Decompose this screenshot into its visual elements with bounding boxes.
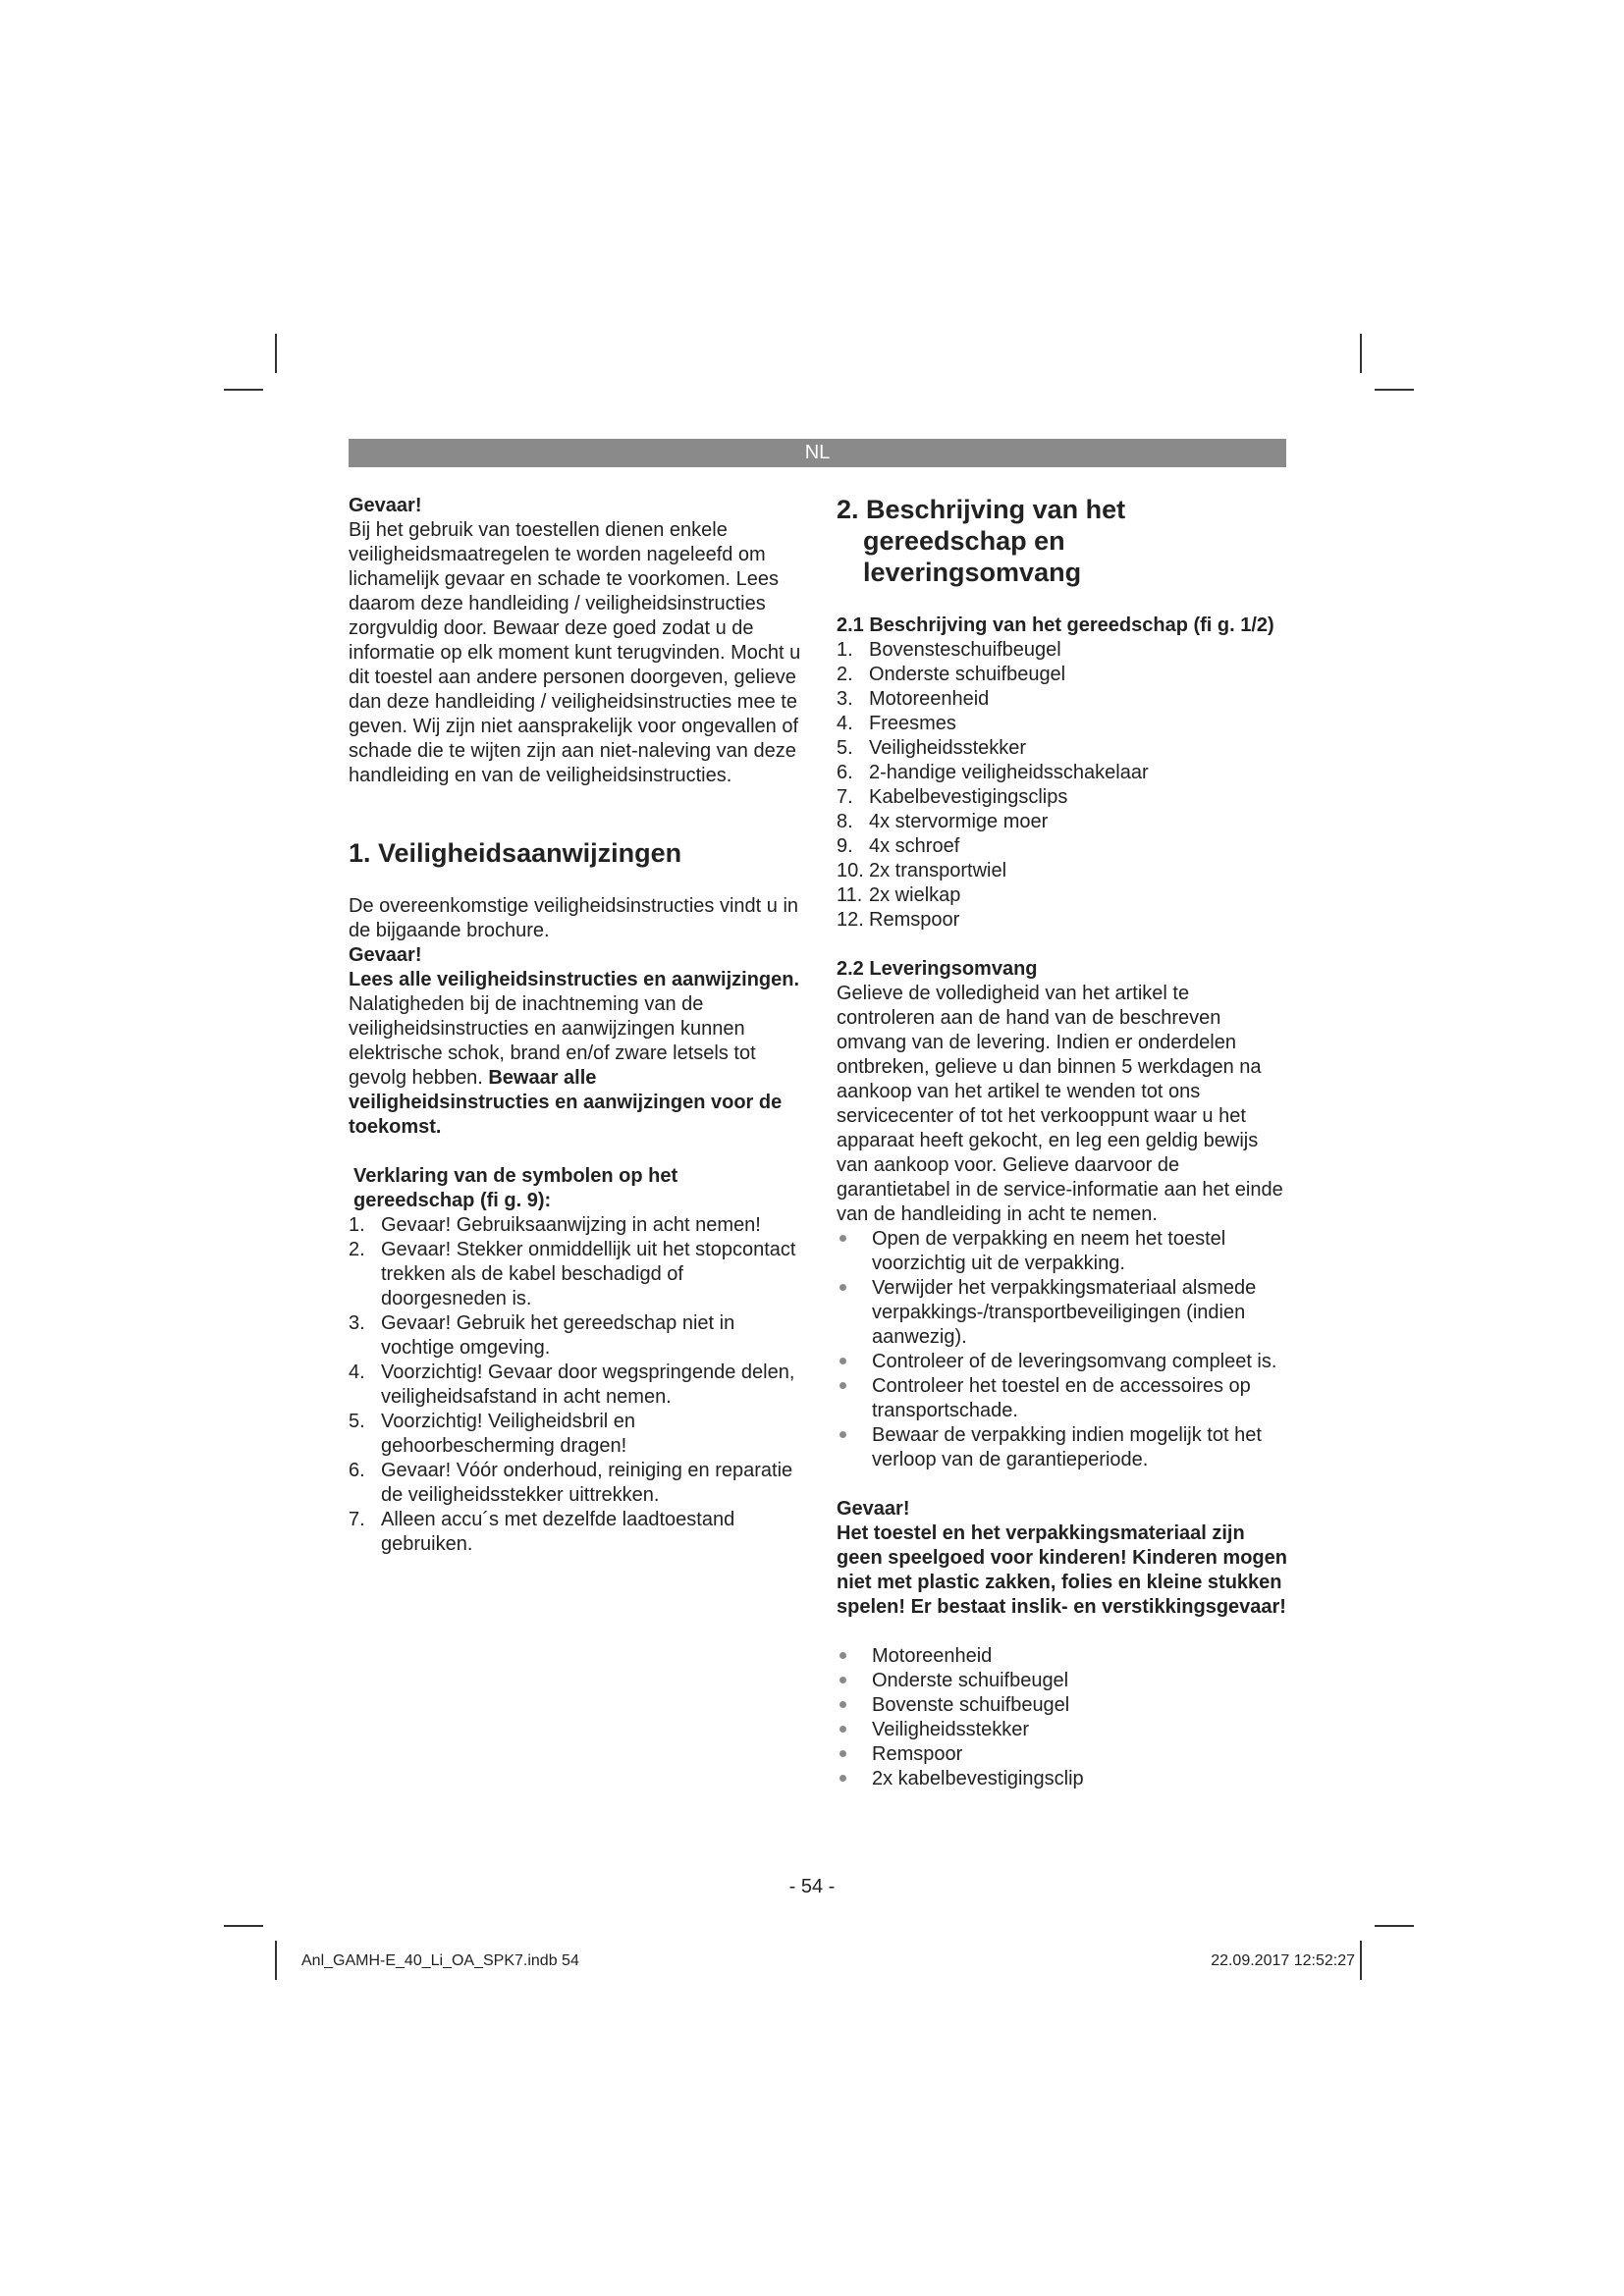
print-datetime: 22.09.2017 12:52:27	[1211, 1952, 1355, 1969]
crop-mark	[1375, 389, 1414, 391]
warning-text: Nalatigheden bij de inachtneming van de veiligheidsinstructies en aanwijzingen kunnen elektrische schok, brand en/of zware letsels tot gevolg hebben.	[349, 993, 756, 1089]
list-item: 6. 2-handige veiligheidsschakelaar	[837, 762, 1149, 783]
crop-mark	[224, 389, 263, 391]
file-name: Anl_GAMH-E_40_Li_OA_SPK7.indb 54	[301, 1952, 579, 1969]
crop-mark	[1375, 1925, 1414, 1927]
list-item: 5. Voorzichtig! Veiligheidsbril en gehoorbescherming dragen!	[349, 1411, 636, 1457]
intro-title: Gevaar!	[349, 495, 422, 516]
list-item: Bovenste schuifbeugel	[837, 1693, 1290, 1718]
list-item: 3. Gevaar! Gebruik het gereedschap niet in vochtige omgeving.	[349, 1312, 735, 1359]
list-item: 3. Motoreenheid	[837, 688, 990, 710]
list-item: Controleer het toestel en de accessoires op transportschade.	[837, 1374, 1290, 1423]
crop-mark	[275, 1941, 277, 1980]
warning-title: Gevaar!	[349, 944, 422, 966]
symbols-list	[349, 1213, 802, 1557]
language-header	[349, 439, 1286, 467]
contents-list	[837, 1644, 1290, 1791]
list-item: 8. 4x stervormige moer	[837, 811, 1049, 832]
list-item: Onderste schuifbeugel	[837, 1669, 1290, 1693]
danger-title: Gevaar!	[837, 1498, 910, 1520]
list-item: 6. Gevaar! Vóór onderhoud, reiniging en reparatie de veiligheidsstekker uittrekken.	[349, 1460, 793, 1506]
sub22-title: 2.2 Leveringsomvang	[837, 958, 1038, 980]
list-item: 5. Veiligheidsstekker	[837, 737, 1027, 759]
parts-list	[837, 638, 1290, 933]
section2-title: 2. Beschrijving van het gereedschap en leveringsomvang	[837, 495, 1126, 587]
list-item: 2. Gevaar! Stekker onmiddellijk uit het stopcontact trekken als de kabel beschadigd of doorgesneden is.	[349, 1239, 796, 1309]
warning-paragraph	[349, 968, 802, 1140]
danger-text: Het toestel en het verpakkingsmateriaal zijn geen speelgoed voor kinderen! Kinderen mogen niet met plastic zakken, folies en kleine stukken spelen! Er bestaat inslik- en verstikkingsgevaar!	[837, 1522, 1287, 1618]
right-column	[837, 494, 1290, 1791]
symbols-title: Verklaring van de symbolen op het gereedschap (fi g. 9):	[353, 1165, 678, 1211]
list-item: 10. 2x transportwiel	[837, 860, 1007, 881]
warning-bold-1: Lees alle veiligheidsinstructies en aanwijzingen.	[349, 969, 800, 990]
language-label: NL	[804, 442, 831, 463]
list-item: Veiligheidsstekker	[837, 1718, 1290, 1742]
list-item: Controleer of de leveringsomvang compleet is.	[837, 1350, 1290, 1374]
steps-list	[837, 1227, 1290, 1472]
list-item: 1. Bovensteschuifbeugel	[837, 639, 1061, 661]
sub22-text: Gelieve de volledigheid van het artikel te controleren aan de hand van de beschreven omvang van de levering. Indien er onderdelen ontbreken, gelieve u dan binnen 5 werkdagen na aankoop van het artikel te wenden tot ons servicecenter of tot het verkooppunt waar u het apparaat heeft gekocht, en leg een geldig bewijs van aankoop voor. Gelieve daarvoor de garantietabel in de service-informatie aan het einde van de handleiding in acht te nemen.	[837, 983, 1283, 1225]
section1-text: De overeenkomstige veiligheidsinstructies vindt u in de bijgaande brochure.	[349, 895, 799, 941]
list-item: 2x kabelbevestigingsclip	[837, 1767, 1290, 1791]
list-item: 11. 2x wielkap	[837, 884, 961, 906]
list-item: 9. 4x schroef	[837, 835, 960, 857]
crop-mark	[275, 334, 277, 373]
page-number: - 54 -	[788, 1876, 836, 1897]
crop-mark	[224, 1925, 263, 1927]
list-item: 1. Gevaar! Gebruiksaanwijzing in acht nemen!	[349, 1214, 761, 1236]
list-item: 4. Voorzichtig! Gevaar door wegspringende delen, veiligheidsafstand in acht nemen.	[349, 1362, 795, 1408]
list-item: 12. Remspoor	[837, 909, 960, 931]
list-item: 2. Onderste schuifbeugel	[837, 664, 1066, 685]
warning-bold-2: Bewaar alle veiligheidsinstructies en aanwijzingen voor de toekomst.	[349, 1067, 783, 1138]
list-item: 4. Freesmes	[837, 713, 956, 734]
list-item: Bewaar de verpakking indien mogelijk tot het verloop van de garantieperiode.	[837, 1423, 1290, 1472]
list-item: Open de verpakking en neem het toestel voorzichtig uit de verpakking.	[837, 1227, 1290, 1276]
list-item: 7. Alleen accu´s met dezelfde laadtoestand gebruiken.	[349, 1509, 735, 1555]
list-item: 7. Kabelbevestigingsclips	[837, 786, 1068, 808]
list-item: Remspoor	[837, 1742, 1290, 1767]
left-column	[349, 494, 802, 1557]
intro-text: Bij het gebruik van toestellen dienen enkele veiligheidsmaatregelen te worden nageleefd om lichamelijk gevaar en schade te voorkomen. Lees daarom deze handleiding / veiligheidsinstructies zorgvuldig door. Bewaar deze goed zodat u de informatie op elk moment kunt terugvinden. Mocht u dit toestel aan andere personen doorgeven, gelieve dan deze handleiding / veiligheidsinstructies mee te geven. Wij zijn niet aansprakelijk voor ongevallen of schade die te wijten zijn aan niet-naleving van deze handleiding en van de veiligheidsinstructies.	[349, 519, 801, 786]
crop-mark	[1360, 334, 1362, 373]
list-item: Motoreenheid	[837, 1644, 1290, 1669]
section1-title: 1. Veiligheidsaanwijzingen	[349, 838, 682, 868]
crop-mark	[1360, 1941, 1362, 1980]
list-item: Verwijder het verpakkingsmateriaal alsmede verpakkings-/transportbeveiligingen (indien aanwezig).	[837, 1276, 1290, 1350]
sub21-title: 2.1 Beschrijving van het gereedschap (fi g. 1/2)	[837, 614, 1274, 636]
